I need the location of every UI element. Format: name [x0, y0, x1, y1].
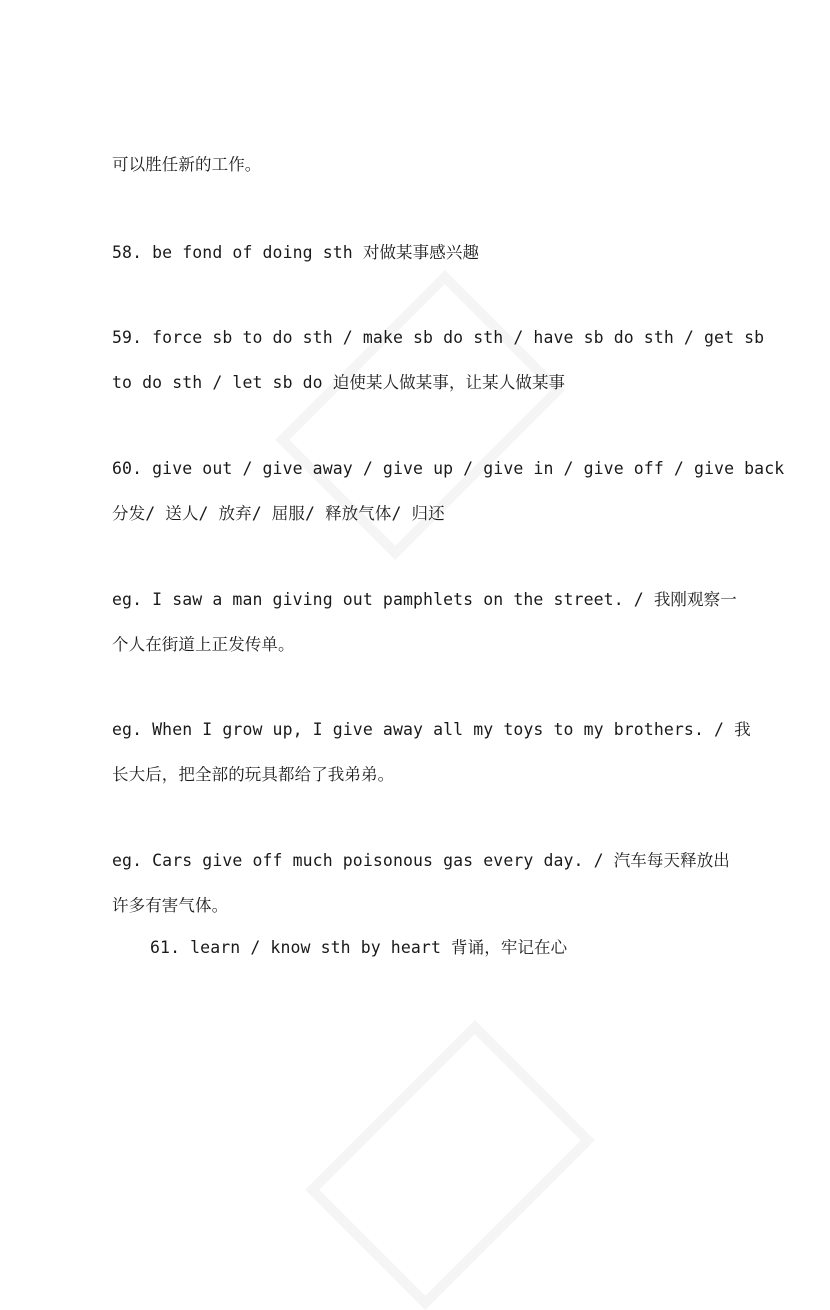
example-1-line-1: eg. I saw a man giving out pamphlets on the street. / 我刚观察一	[112, 590, 737, 609]
watermark-frame	[305, 1020, 595, 1310]
example-3-line-2: 许多有害气体。	[112, 896, 229, 915]
example-3-line-1: eg. Cars give off much poisonous gas every day. / 汽车每天释放出	[112, 851, 730, 870]
phrase-61: 61. learn / know sth by heart 背诵，牢记在心	[150, 938, 568, 957]
phrase-60-line-1: 60. give out / give away / give up / give in / give off / give back	[112, 459, 785, 478]
example-2-line-1: eg. When I grow up, I give away all my toys to my brothers. / 我	[112, 720, 751, 739]
phrase-58: 58. be fond of doing sth 对做某事感兴趣	[112, 243, 480, 262]
phrase-60-line-2: 分发/ 送人/ 放弃/ 屈服/ 释放气体/ 归还	[112, 504, 445, 523]
phrase-59-line-2: to do sth / let sb do 迫使某人做某事，让某人做某事	[112, 373, 566, 392]
text-line-1: 可以胜任新的工作。	[112, 155, 262, 174]
phrase-59-line-1: 59. force sb to do sth / make sb do sth / have sb do sth / get sb	[112, 328, 765, 347]
example-2-line-2: 长大后，把全部的玩具都给了我弟弟。	[112, 765, 395, 784]
example-1-line-2: 个人在街道上正发传单。	[112, 635, 295, 654]
